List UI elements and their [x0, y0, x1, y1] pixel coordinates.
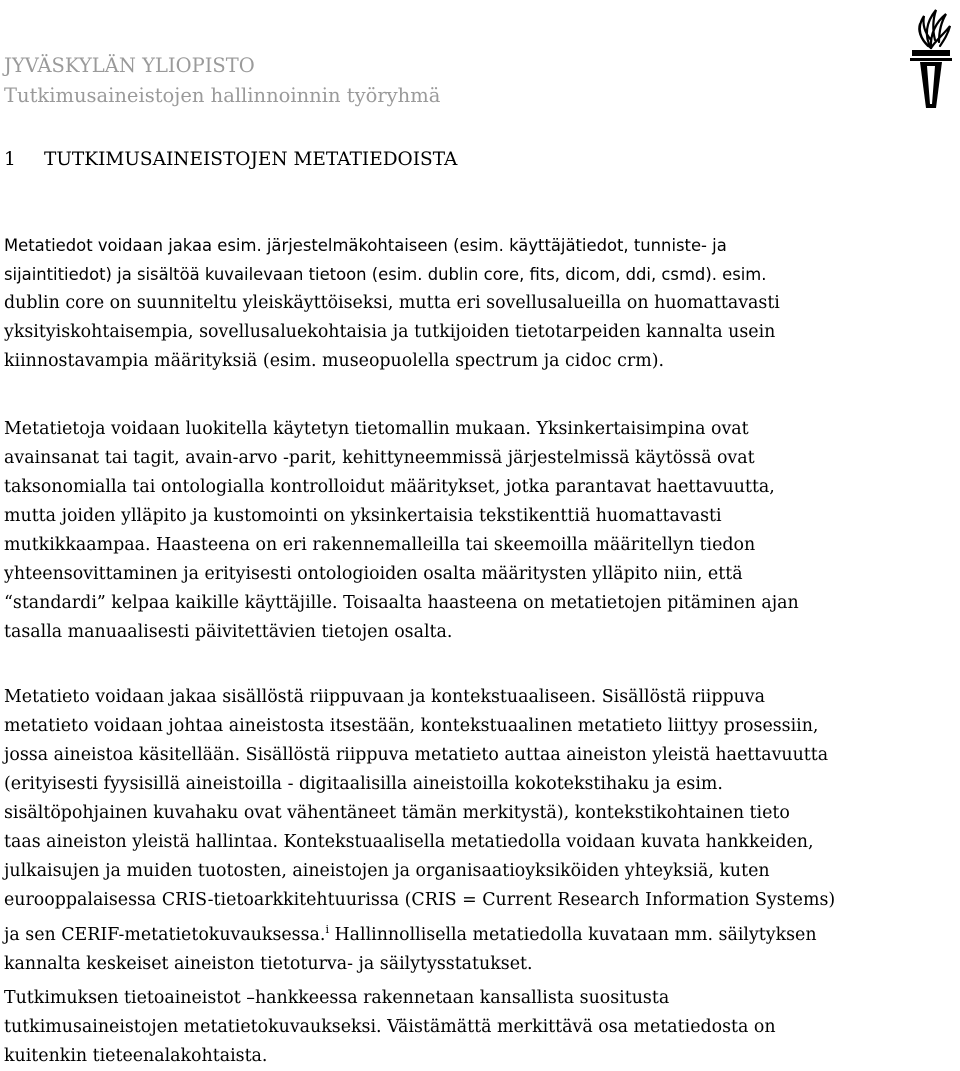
paragraph-line: Metatietoja voidaan luokitella käytetyn tietomallin mukaan. Yksinkertaisimpina ovat [4, 419, 749, 439]
paragraph-line: dublin core on suunniteltu yleiskäyttöiseksi, mutta eri sovellusalueilla on huomattavasti [4, 293, 780, 313]
paragraph-line: avainsanat tai tagit, avain-arvo -parit, kehittyneemmissä järjestelmissä käytössä ovat [4, 448, 755, 468]
paragraph-line: kannalta keskeiset aineiston tietoturva- ja säilytysstatukset. [4, 953, 533, 974]
line-text: ja sen CERIF-metatietokuvauksessa. [4, 924, 326, 945]
section-title: TUTKIMUSAINEISTOJEN METATIEDOISTA [44, 149, 458, 170]
section-number: 1 [4, 149, 16, 170]
paragraph-line: (erityisesti fyysisillä aineistoilla - digitaalisilla aineistoilla kokotekstihaku ja esim. [4, 774, 723, 794]
paragraph-line [4, 915, 944, 950]
paragraph-line: kiinnostavampia määrityksiä (esim. museopuolella spectrum ja cidoc crm). [4, 351, 665, 371]
paragraph-line: “standardi” kelpaa kaikille käyttäjille. Toisaalta haasteena on metatietojen pitäminen ajan [4, 593, 799, 613]
line-text: Hallinnollisella metatiedolla kuvataan mm. säilytyksen [328, 924, 817, 945]
paragraph-line: jossa aineistoa käsitellään. Sisällöstä riippuva metatieto auttaa aineiston yleistä haettavuutta [4, 745, 829, 765]
paragraph-line: taksonomialla tai ontologialla kontrolloidut määritykset, jotka parantavat haettavuutta, [4, 477, 775, 497]
paragraph-data-models [4, 415, 944, 647]
paragraph-line: mutkikkaampaa. Haasteena on eri rakennemalleilla tai skeemoilla määritellyn tiedon [4, 535, 756, 555]
paragraph-line: Metatiedot voidaan jakaa esim. järjestelmäkohtaiseen (esim. käyttäjätiedot, tunniste- ja [4, 236, 727, 255]
university-name: JYVÄSKYLÄN YLIOPISTO [4, 54, 255, 77]
paragraph-line: yhteensovittaminen ja erityisesti ontologioiden osalta määritysten ylläpito niin, että [4, 564, 743, 584]
footnote-marker[interactable]: i [325, 923, 329, 936]
paragraph-line: taas aineiston yleistä hallintaa. Kontekstuaalisella metatiedolla voidaan kuvata hankkeiden, [4, 832, 814, 852]
working-group-name: Tutkimusaineistojen hallinnoinnin työryhmä [4, 84, 441, 107]
paragraph-project [4, 984, 944, 1071]
paragraph-line: mutta joiden ylläpito ja kustomointi on yksinkertaisia tekstikenttiä huomattavasti [4, 506, 722, 526]
section-heading [4, 146, 457, 174]
paragraph-content-context [4, 683, 944, 979]
torch-logo-icon [906, 0, 956, 110]
paragraph-line: sisältöpohjainen kuvahaku ovat vähentäneet tämän merkitystä), kontekstikohtainen tieto [4, 803, 790, 823]
paragraph-line: julkaisujen ja muiden tuotosten, aineistojen ja organisaatioyksiköiden yhteyksiä, kuten [4, 861, 770, 881]
paragraph-line: metatieto voidaan johtaa aineistosta itsestään, kontekstuaalinen metatieto liittyy prosessiin, [4, 716, 819, 736]
paragraph-line: yksityiskohtaisempia, sovellusaluekohtaisia ja tutkijoiden tietotarpeiden kannalta usein [4, 322, 776, 342]
paragraph-line: tutkimusaineistojen metatietokuvaukseksi. Väistämättä merkittävä osa metatiedosta on [4, 1017, 776, 1037]
paragraph-line: sijaintitiedot) ja sisältöä kuvailevaan tietoon (esim. dublin core, fits, dicom, ddi, csmd). esim. [4, 265, 767, 284]
paragraph-line: kuitenkin tieteenalakohtaista. [4, 1046, 268, 1066]
paragraph-metadata-types [4, 231, 944, 376]
paragraph-line: eurooppalaisessa CRIS-tietoarkkitehtuurissa (CRIS = Current Research Information Systems) [4, 890, 836, 910]
paragraph-line: tasalla manuaalisesti päivitettävien tietojen osalta. [4, 622, 453, 642]
paragraph-line: Tutkimuksen tietoaineistot –hankkeessa rakennetaan kansallista suositusta [4, 988, 670, 1008]
paragraph-line: Metatieto voidaan jakaa sisällöstä riippuvaan ja kontekstuaaliseen. Sisällöstä riippuva [4, 687, 765, 707]
document-header [4, 51, 440, 111]
